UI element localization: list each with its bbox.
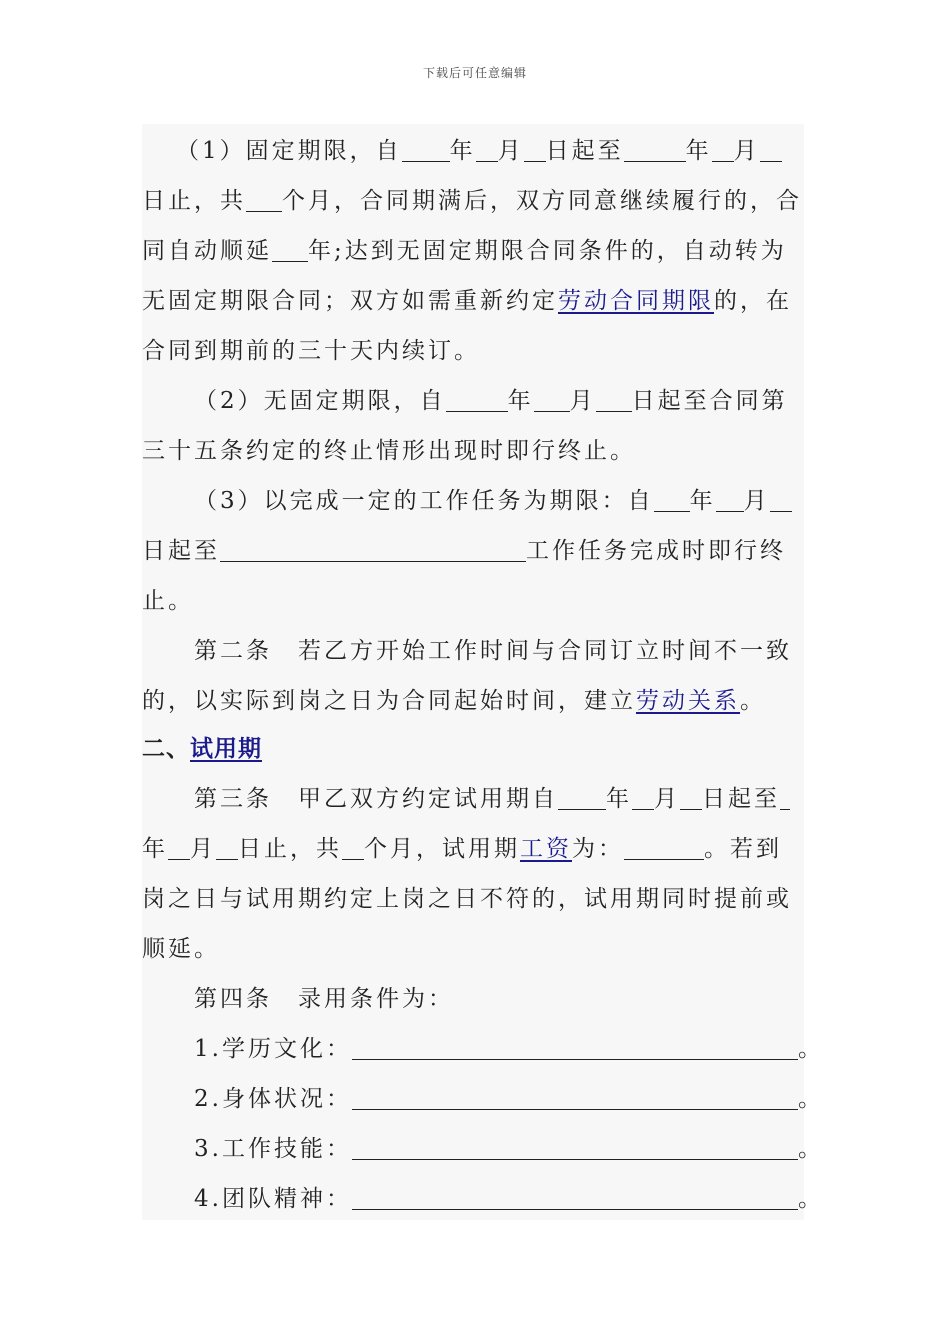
clause-2-line-2: 三十五条约定的终止情形出现时即行终止。: [142, 438, 636, 464]
text: 日止，共: [238, 836, 342, 862]
blank-day[interactable]: [216, 835, 238, 860]
blank-years[interactable]: [272, 237, 308, 262]
text: 。: [797, 1136, 824, 1162]
article-3-line-2: [142, 824, 782, 874]
requirement-label: 1.学历文化：: [194, 1036, 352, 1062]
article-3-line-3: 岗之日与试用期约定上岗之日不符的，试用期同时提前或: [142, 886, 792, 912]
text: 年: [685, 138, 712, 164]
page-header: 下载后可任意编辑: [422, 66, 527, 80]
text: 月: [733, 138, 760, 164]
text: 年: [606, 786, 632, 812]
blank-education[interactable]: [352, 1035, 798, 1060]
text: 年;达到无固定期限合同条件的，自动转为: [308, 238, 787, 264]
text: 日起至: [702, 786, 780, 812]
text: （1）固定期限，自: [176, 138, 402, 164]
blank-teamwork[interactable]: [352, 1185, 798, 1210]
text: 年: [689, 488, 716, 514]
link-wage[interactable]: 工资: [520, 836, 572, 862]
blank-month[interactable]: [168, 835, 190, 860]
clause-3-line-3: 止。: [142, 588, 194, 614]
link-labor-relations[interactable]: 劳动关系: [636, 688, 740, 714]
text: 年: [449, 138, 476, 164]
blank-day[interactable]: [770, 487, 792, 512]
clause-3-line-1: [194, 476, 792, 526]
blank-end-date[interactable]: [220, 537, 526, 562]
blank-month[interactable]: [716, 487, 744, 512]
blank-year[interactable]: [624, 137, 686, 162]
blank-skills[interactable]: [352, 1135, 798, 1160]
text: 的，以实际到岗之日为合同起始时间，建立: [142, 688, 636, 714]
blank-day[interactable]: [760, 137, 782, 162]
blank-month[interactable]: [476, 137, 498, 162]
section-heading-probation: [142, 724, 262, 774]
blank-year[interactable]: [780, 785, 790, 810]
text: 日起至合同第: [631, 388, 788, 414]
requirement-label: 2.身体状况：: [194, 1086, 352, 1112]
text: 个月，试用期: [364, 836, 520, 862]
requirement-item: [194, 1124, 824, 1174]
blank-month[interactable]: [632, 785, 654, 810]
text: 月: [190, 836, 216, 862]
text: （2）无固定期限，自: [194, 388, 446, 414]
document-body: [142, 124, 824, 1220]
text: 同自动顺延: [142, 238, 272, 264]
requirement-label: 3.工作技能：: [194, 1136, 352, 1162]
clause-1-line-5: 合同到期前的三十天内续订。: [142, 338, 480, 364]
text: 月: [743, 488, 770, 514]
text: 年: [507, 388, 534, 414]
text: 。若到: [704, 836, 782, 862]
text: 月: [497, 138, 524, 164]
text: 日起至: [142, 538, 220, 564]
blank-day[interactable]: [680, 785, 702, 810]
section-prefix: 二、: [142, 736, 190, 762]
requirement-label: 4.团队精神：: [194, 1186, 352, 1212]
blank-months[interactable]: [246, 187, 282, 212]
link-labor-contract-term[interactable]: 劳动合同期限: [558, 288, 714, 314]
blank-health[interactable]: [352, 1085, 798, 1110]
blank-day[interactable]: [524, 137, 546, 162]
article-2-line-1: 第二条 若乙方开始工作时间与合同订立时间不一致: [194, 638, 792, 664]
text: 日止，共: [142, 188, 246, 214]
blank-year[interactable]: [446, 387, 508, 412]
text: 个月，合同期满后，双方同意继续履行的，合: [282, 188, 802, 214]
link-probation[interactable]: 试用期: [190, 736, 262, 762]
blank-year[interactable]: [402, 137, 450, 162]
text: 工作任务完成时即行终: [526, 538, 786, 564]
blank-probation-wage[interactable]: [624, 835, 704, 860]
clause-3-line-2: [142, 526, 786, 576]
text: 为：: [572, 836, 624, 862]
text: 。: [797, 1036, 824, 1062]
text: 年: [142, 836, 168, 862]
text: （3）以完成一定的工作任务为期限：自: [194, 488, 654, 514]
clause-1-line-1: [176, 126, 782, 176]
text: 。: [797, 1086, 824, 1112]
article-4-title: 第四条 录用条件为：: [194, 986, 454, 1012]
text: 无固定期限合同；双方如需重新约定: [142, 288, 558, 314]
blank-months[interactable]: [342, 835, 364, 860]
text: 月: [569, 388, 596, 414]
requirement-item: [194, 1074, 824, 1124]
text: 第三条 甲乙双方约定试用期自: [194, 786, 558, 812]
article-3-line-4: 顺延。: [142, 936, 220, 962]
clause-1-line-4: [142, 276, 792, 326]
blank-month[interactable]: [534, 387, 570, 412]
text: 日起至: [545, 138, 624, 164]
requirement-item: [194, 1024, 824, 1074]
text: 。: [797, 1186, 824, 1212]
text: 月: [654, 786, 680, 812]
blank-day[interactable]: [596, 387, 632, 412]
clause-1-line-3: [142, 226, 787, 276]
clause-1-line-2: [142, 176, 802, 226]
article-3-line-1: [194, 774, 790, 824]
text: 。: [740, 688, 766, 714]
text: 的，在: [714, 288, 792, 314]
clause-2-line-1: [194, 376, 788, 426]
article-2-line-2: [142, 676, 766, 726]
blank-year[interactable]: [558, 785, 606, 810]
blank-year[interactable]: [654, 487, 690, 512]
blank-month[interactable]: [712, 137, 734, 162]
requirement-item: [194, 1174, 824, 1224]
